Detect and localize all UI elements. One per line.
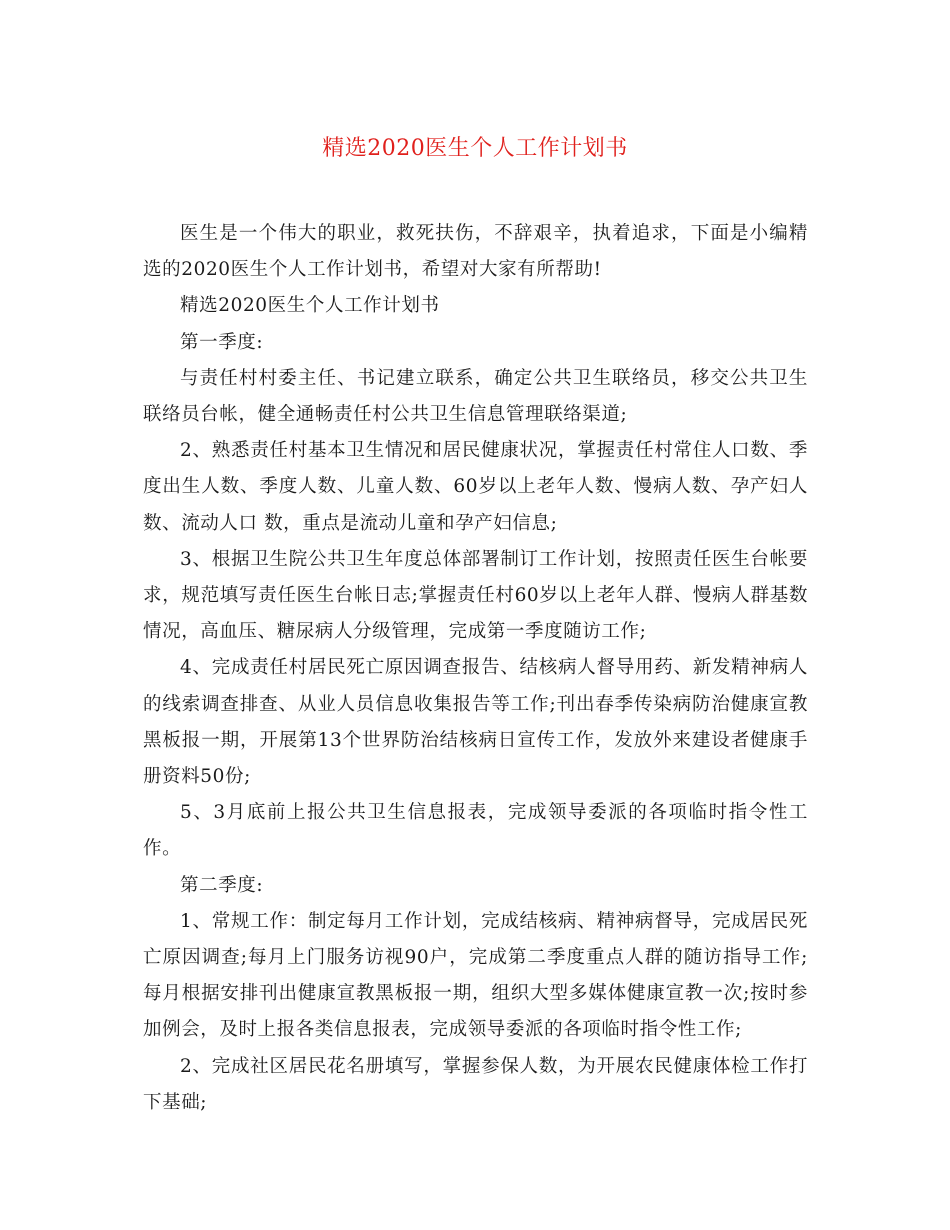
paragraph-q1-item-2: 2、熟悉责任村基本卫生情况和居民健康状况，掌握责任村常住人口数、季度出生人数、季度人数、儿童人数、60岁以上老年人数、慢病人数、孕产妇人数、流动人口 数，重点是流动儿童和孕产妇信息; — [143, 440, 808, 534]
paragraph-q2-item-1: 1、常规工作：制定每月工作计划，完成结核病、精神病督导，完成居民死亡原因调查;每月上门服务访视90户，完成第二季度重点人群的随访指导工作;每月根据安排刊出健康宣教黑板报一期，组织大型多媒体健康宣教一次;按时参加例会，及时上报各类信息报表，完成领导委派的各项临时指令性工作; — [143, 910, 808, 1041]
document-body — [143, 216, 808, 1121]
paragraph-subtitle: 精选2020医生个人工作计划书 — [180, 295, 440, 317]
section-heading-q2: 第二季度: — [180, 874, 264, 896]
paragraph-q2-item-2: 2、完成社区居民花名册填写，掌握参保人数，为开展农民健康体检工作打下基础; — [143, 1055, 808, 1113]
section-heading-q1: 第一季度: — [180, 331, 264, 353]
paragraph-intro: 医生是一个伟大的职业，救死扶伤，不辞艰辛，执着追求，下面是小编精选的2020医生个人工作计划书，希望对大家有所帮助! — [143, 223, 808, 281]
paragraph-q1-item-5: 5、3月底前上报公共卫生信息报表，完成领导委派的各项临时指令性工作。 — [143, 802, 808, 860]
paragraph-q1-item-4: 4、完成责任村居民死亡原因调查报告、结核病人督导用药、新发精神病人的线索调查排查、从业人员信息收集报告等工作;刊出春季传染病防治健康宣教黑板报一期，开展第13个世界防治结核病日宣传工作，发放外来建设者健康手册资料50份; — [143, 657, 808, 788]
paragraph-q1-item-1: 与责任村村委主任、书记建立联系，确定公共卫生联络员，移交公共卫生联络员台帐，健全通畅责任村公共卫生信息管理联络渠道; — [143, 367, 808, 426]
document-title: 精选2020医生个人工作计划书 — [322, 136, 628, 161]
paragraph-q1-item-3: 3、根据卫生院公共卫生年度总体部署制订工作计划，按照责任医生台帐要求，规范填写责任医生台帐日志;掌握责任村60岁以上老年人群、慢病人群基数情况，高血压、糖尿病人分级管理，完成第一季度随访工作; — [143, 548, 808, 643]
